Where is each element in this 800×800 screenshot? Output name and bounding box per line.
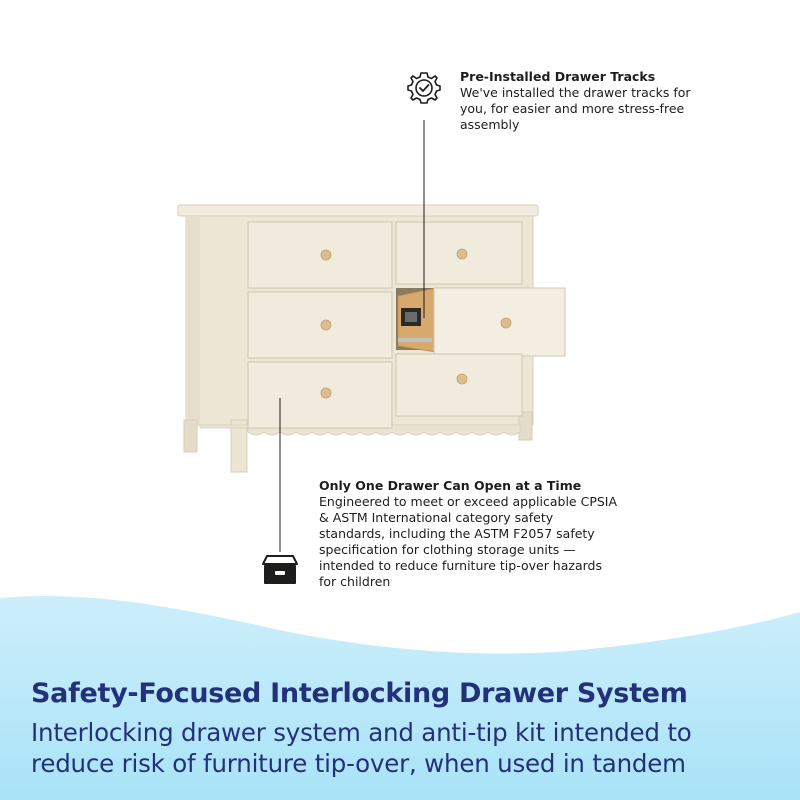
gear-check-icon xyxy=(406,70,442,106)
knob xyxy=(321,320,331,330)
knob xyxy=(321,388,331,398)
banner-title: Safety-Focused Interlocking Drawer System xyxy=(31,678,688,709)
callout-body: Engineered to meet or exceed applicable CPSIA & ASTM International category safety standards, including the ASTM F2057 safety specification for clothing storage units — intended to reduce furniture tip-over hazards for children xyxy=(319,494,618,589)
callout-drawer-tracks xyxy=(460,69,700,133)
callout-one-drawer xyxy=(319,478,619,590)
knob xyxy=(457,374,467,384)
open-drawer-icon xyxy=(260,552,300,588)
knob xyxy=(321,250,331,260)
drawer xyxy=(248,222,392,288)
knob xyxy=(457,249,467,259)
callout-title: Pre-Installed Drawer Tracks xyxy=(460,69,656,84)
drawer xyxy=(248,362,392,428)
dresser-top xyxy=(178,205,538,216)
callout-title: Only One Drawer Can Open at a Time xyxy=(319,478,582,493)
drawer xyxy=(396,354,522,416)
dresser-leg xyxy=(184,420,197,452)
callout-body: We've installed the drawer tracks for you, for easier and more stress-free assembly xyxy=(460,85,691,132)
banner-subtitle: Interlocking drawer system and anti-tip kit intended to reduce risk of furniture tip-over, when used in tandem xyxy=(31,718,692,778)
knob xyxy=(501,318,511,328)
drawer xyxy=(248,292,392,358)
open-drawer-front xyxy=(434,288,565,356)
